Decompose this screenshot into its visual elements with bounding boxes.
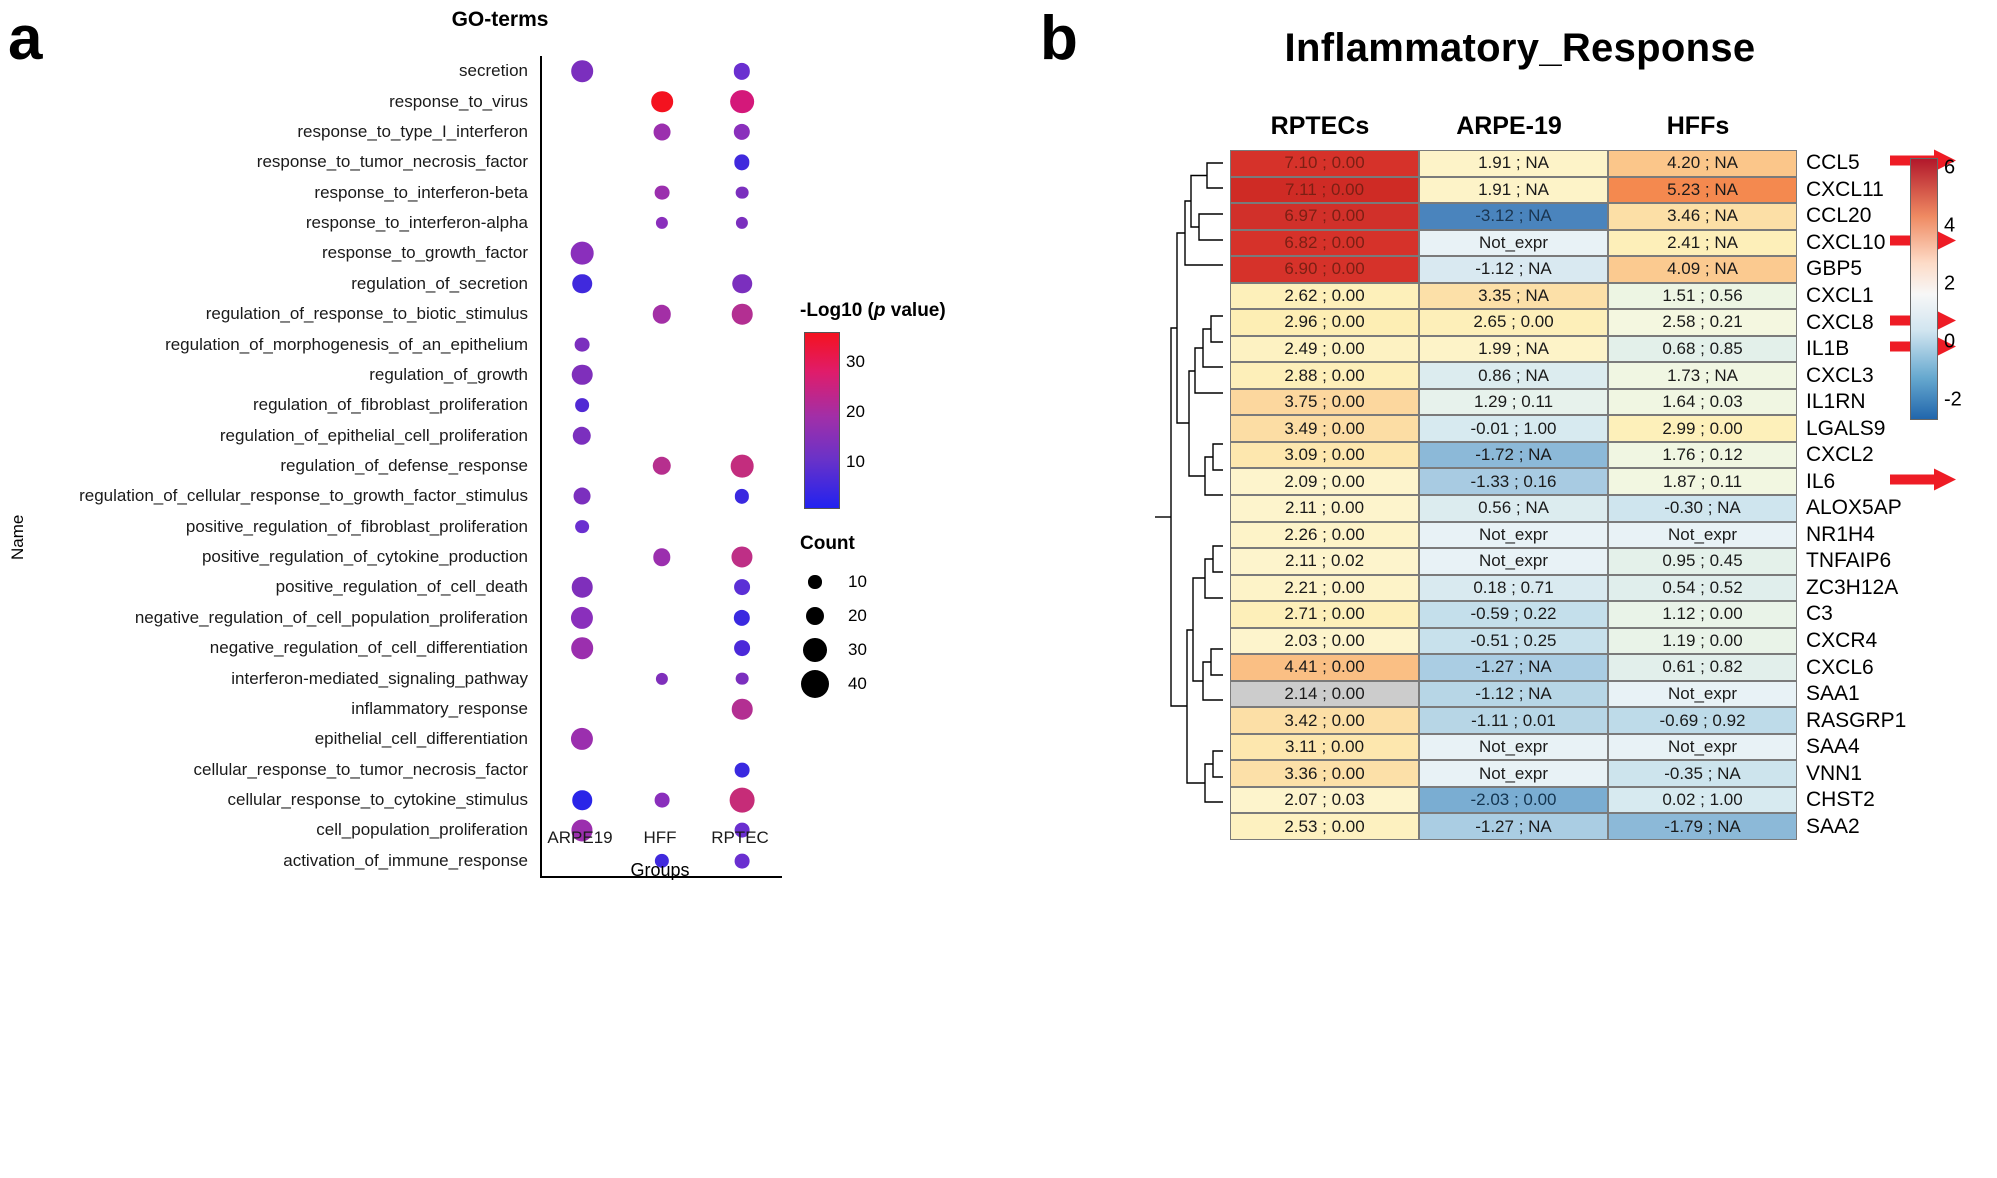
heatmap-cell: Not_expr [1419, 522, 1608, 549]
dotplot-x-label: ARPE19 [547, 828, 613, 847]
dotplot-point [732, 699, 753, 720]
heatmap-cell: 4.20 ; NA [1608, 150, 1797, 177]
heatmap-cell: 1.19 ; 0.00 [1608, 628, 1797, 655]
heatmap-cell: 1.29 ; 0.11 [1419, 389, 1608, 416]
dotplot-point [736, 186, 749, 199]
heatmap-cell: -3.12 ; NA [1419, 203, 1608, 230]
heatmap-cell: 0.68 ; 0.85 [1608, 336, 1797, 363]
dotplot-point [571, 728, 593, 750]
dotplot-point [731, 455, 754, 478]
dotplot-point [575, 520, 589, 534]
heatmap-cell: 2.58 ; 0.21 [1608, 309, 1797, 336]
heatmap-cell: 5.23 ; NA [1608, 177, 1797, 204]
heatmap-gene-label: ALOX5AP [1806, 496, 1902, 520]
heatmap-cell: Not_expr [1608, 522, 1797, 549]
heatmap-gene-label: CXCL1 [1806, 283, 1874, 307]
heatmap-cell: -1.33 ; 0.16 [1419, 468, 1608, 495]
dotplot-y-label: response_to_interferon-beta [314, 182, 528, 202]
heatmap-cell: 2.14 ; 0.00 [1230, 681, 1419, 708]
heatmap-gene-label: CXCR4 [1806, 628, 1878, 652]
heatmap-cell: 2.21 ; 0.00 [1230, 575, 1419, 602]
dotplot-point [571, 637, 593, 659]
heatmap-gene-label: SAA4 [1806, 735, 1860, 759]
dotplot-y-label: negative_regulation_of_cell_differentiation [209, 638, 528, 658]
dotplot-point [736, 217, 748, 229]
dotplot-y-label: regulation_of_fibroblast_proliferation [252, 395, 528, 415]
color-legend-gradient [804, 332, 840, 509]
heatmap-cell: 2.03 ; 0.00 [1230, 628, 1419, 655]
dotplot-y-label: regulation_of_growth [369, 364, 528, 384]
dotplot-y-label: cellular_response_to_tumor_necrosis_factor [193, 759, 528, 779]
heatmap-cell: Not_expr [1419, 734, 1608, 761]
dotplot-point [571, 607, 593, 629]
heatmap-cell: 2.07 ; 0.03 [1230, 787, 1419, 814]
dotplot-y-axis-title: Name [8, 514, 27, 560]
size-legend-label: 20 [847, 606, 867, 625]
heatmap-cell: 1.76 ; 0.12 [1608, 442, 1797, 469]
heatmap-column-headers [1230, 112, 1790, 146]
heatmap-gene-label: VNN1 [1806, 761, 1863, 785]
heatmap-colorbar-tick: 0 [1944, 330, 1956, 353]
dotplot-y-label: response_to_interferon-alpha [305, 213, 528, 233]
dotplot-point [730, 90, 754, 114]
heatmap-gene-label: SAA1 [1806, 682, 1860, 706]
heatmap-gene-label: GBP5 [1806, 257, 1863, 281]
heatmap-cell: 0.95 ; 0.45 [1608, 548, 1797, 575]
heatmap-gene-label: LGALS9 [1806, 416, 1886, 440]
dotplot-point [731, 547, 752, 568]
dotplot-y-label: positive_regulation_of_fibroblast_proliferation [185, 516, 528, 536]
heatmap-cell: 2.49 ; 0.00 [1230, 336, 1419, 363]
heatmap-cell: 2.88 ; 0.00 [1230, 362, 1419, 389]
heatmap-cell: 7.11 ; 0.00 [1230, 177, 1419, 204]
dotplot-y-label: secretion [459, 61, 528, 81]
heatmap-gene-label: ZC3H12A [1806, 575, 1899, 599]
dotplot-title: GO-terms [451, 8, 549, 31]
heatmap-cell: 6.90 ; 0.00 [1230, 256, 1419, 283]
dotplot-point [572, 274, 592, 294]
size-legend-dot [803, 638, 827, 662]
highlight-arrow-icon [1890, 468, 1956, 495]
heatmap-cell: 2.11 ; 0.02 [1230, 548, 1419, 575]
heatmap-cell: 1.12 ; 0.00 [1608, 601, 1797, 628]
heatmap-gene-label: CCL5 [1806, 151, 1860, 175]
dotplot-y-label: activation_of_immune_response [283, 850, 528, 870]
heatmap-gene-label: IL6 [1806, 469, 1836, 493]
heatmap-cell: 3.75 ; 0.00 [1230, 389, 1419, 416]
dotplot-point [655, 793, 670, 808]
dotplot-point [734, 63, 750, 79]
dotplot-point [653, 305, 671, 323]
dotplot-point [653, 548, 670, 565]
size-legend-label: 30 [847, 640, 867, 659]
heatmap-cell: 3.46 ; NA [1608, 203, 1797, 230]
size-legend-dot [806, 607, 824, 625]
heatmap-colorbar-tick: 2 [1944, 272, 1956, 295]
heatmap-cell: 4.41 ; 0.00 [1230, 654, 1419, 681]
dotplot-point [573, 426, 591, 444]
heatmap-gene-label: CXCL6 [1806, 655, 1874, 679]
dotplot-plot-area [540, 56, 782, 878]
heatmap-cell: 3.36 ; 0.00 [1230, 760, 1419, 787]
heatmap-cell: 3.11 ; 0.00 [1230, 734, 1419, 761]
dotplot-point [735, 489, 749, 503]
heatmap-cell: -0.59 ; 0.22 [1419, 601, 1608, 628]
heatmap-gene-label: IL1B [1806, 337, 1850, 361]
heatmap-cell: -0.01 ; 1.00 [1419, 415, 1608, 442]
size-legend-rows [800, 565, 1000, 701]
color-legend-title-text: -Log10 ( [800, 300, 874, 321]
dotplot-y-label: regulation_of_epithelial_cell_proliferation [219, 425, 528, 445]
dotplot-y-label: response_to_virus [389, 91, 528, 111]
size-legend-label: 10 [847, 572, 867, 591]
dotplot-y-label: response_to_growth_factor [321, 243, 528, 263]
dotplot-y-label: cell_population_proliferation [316, 820, 528, 840]
heatmap-grid [1230, 150, 1797, 840]
heatmap-cell: 7.10 ; 0.00 [1230, 150, 1419, 177]
dotplot-point [574, 488, 591, 505]
heatmap-cell: 0.18 ; 0.71 [1419, 575, 1608, 602]
heatmap-colorbar [1910, 158, 1938, 420]
heatmap-cell: 3.09 ; 0.00 [1230, 442, 1419, 469]
heatmap-cell: 2.26 ; 0.00 [1230, 522, 1419, 549]
dotplot-point [730, 788, 755, 813]
heatmap-cell: 1.91 ; NA [1419, 150, 1608, 177]
heatmap-cell: -1.12 ; NA [1419, 256, 1608, 283]
dotplot-point [575, 337, 590, 352]
heatmap-gene-label: CHST2 [1806, 788, 1875, 812]
dotplot-y-label: response_to_tumor_necrosis_factor [256, 152, 528, 172]
heatmap-cell: 2.99 ; 0.00 [1608, 415, 1797, 442]
heatmap-cell: 1.51 ; 0.56 [1608, 283, 1797, 310]
dotplot-y-label: response_to_type_I_interferon [297, 121, 528, 141]
heatmap-gene-label: IL1RN [1806, 390, 1866, 414]
dotplot-point [655, 185, 670, 200]
heatmap-cell: 0.56 ; NA [1419, 495, 1608, 522]
dotplot-y-label: regulation_of_cellular_response_to_growth_factor_stimulus [79, 486, 528, 506]
size-legend-label: 40 [847, 674, 867, 693]
heatmap-cell: 2.71 ; 0.00 [1230, 601, 1419, 628]
dotplot-y-label: inflammatory_response [351, 698, 528, 718]
heatmap-cell: -1.72 ; NA [1419, 442, 1608, 469]
heatmap-cell: -0.51 ; 0.25 [1419, 628, 1608, 655]
heatmap-cell: 3.49 ; 0.00 [1230, 415, 1419, 442]
heatmap-cell: 6.82 ; 0.00 [1230, 230, 1419, 257]
heatmap-column-header: ARPE-19 [1456, 112, 1562, 140]
dotplot-y-label: interferon-mediated_signaling_pathway [231, 668, 528, 688]
dotplot-point [656, 672, 668, 684]
heatmap-cell: 2.11 ; 0.00 [1230, 495, 1419, 522]
size-legend-dot [808, 575, 821, 588]
dotplot-point [734, 580, 750, 596]
heatmap-cell: 4.09 ; NA [1608, 256, 1797, 283]
heatmap-colorbar-tick: 6 [1944, 156, 1956, 179]
dotplot-y-label: cellular_response_to_cytokine_stimulus [227, 790, 528, 810]
dotplot-point [734, 155, 749, 170]
heatmap-cell: Not_expr [1608, 681, 1797, 708]
heatmap-cell: -0.30 ; NA [1608, 495, 1797, 522]
heatmap-cell: Not_expr [1419, 230, 1608, 257]
dotplot-point [571, 242, 594, 265]
heatmap-cell: -2.03 ; 0.00 [1419, 787, 1608, 814]
dotplot-point [734, 124, 750, 140]
dotplot-point [735, 762, 750, 777]
heatmap-gene-label: TNFAIP6 [1806, 549, 1892, 573]
heatmap-cell: 2.65 ; 0.00 [1419, 309, 1608, 336]
heatmap-cell: -1.12 ; NA [1419, 681, 1608, 708]
color-legend-tick: 20 [846, 402, 865, 421]
heatmap-cell: 2.53 ; 0.00 [1230, 813, 1419, 840]
size-legend-dot [801, 670, 830, 699]
dotplot-point [654, 123, 671, 140]
color-legend [800, 332, 980, 507]
dotplot-point [571, 60, 593, 82]
color-legend-tick: 10 [846, 452, 865, 471]
heatmap-gene-label: SAA2 [1806, 814, 1860, 838]
heatmap-cell: 6.97 ; 0.00 [1230, 203, 1419, 230]
panel-a-letter: a [8, 4, 43, 73]
heatmap-cell: -1.11 ; 0.01 [1419, 707, 1608, 734]
dotplot-y-label: regulation_of_defense_response [280, 456, 528, 475]
dotplot-y-label: epithelial_cell_differentiation [314, 729, 528, 749]
dotplot-point [575, 398, 589, 412]
heatmap-gene-label: CXCL2 [1806, 443, 1874, 467]
heatmap-cell: 2.62 ; 0.00 [1230, 283, 1419, 310]
color-legend-tick: 30 [846, 352, 865, 371]
size-legend-row [800, 599, 1000, 633]
dotplot-y-label: positive_regulation_of_cytokine_production [201, 547, 528, 567]
heatmap-column-header: HFFs [1666, 112, 1730, 140]
dotplot-point [734, 610, 750, 626]
color-legend-title: -Log10 (p value) [800, 300, 946, 321]
heatmap-title: Inflammatory_Response [1284, 26, 1756, 70]
dotplot-point [653, 457, 671, 475]
heatmap-gene-label: CXCL10 [1806, 230, 1886, 254]
heatmap-cell: 1.91 ; NA [1419, 177, 1608, 204]
heatmap-cell: Not_expr [1419, 548, 1608, 575]
dotplot-point [732, 274, 752, 294]
dotplot-y-tick-labels [0, 56, 528, 876]
dotplot-x-axis-title: Groups [630, 860, 690, 880]
heatmap-gene-label: CXCL11 [1806, 177, 1884, 201]
dotplot-point [736, 672, 749, 685]
dotplot-point [734, 640, 750, 656]
heatmap-colorbar-tick: -2 [1944, 388, 1962, 411]
dotplot-point [572, 365, 593, 386]
heatmap-gene-label: CCL20 [1806, 204, 1872, 228]
heatmap-cell: Not_expr [1419, 760, 1608, 787]
heatmap-column-header: RPTECs [1270, 112, 1370, 140]
heatmap-gene-label: NR1H4 [1806, 522, 1875, 546]
heatmap-cell: 2.96 ; 0.00 [1230, 309, 1419, 336]
heatmap-cell: 0.54 ; 0.52 [1608, 575, 1797, 602]
dotplot-point [572, 790, 592, 810]
heatmap-cell: 0.86 ; NA [1419, 362, 1608, 389]
heatmap-gene-label: RASGRP1 [1806, 708, 1907, 732]
heatmap-cell: -1.27 ; NA [1419, 813, 1608, 840]
heatmap-cell: 1.99 ; NA [1419, 336, 1608, 363]
heatmap-cell: 3.42 ; 0.00 [1230, 707, 1419, 734]
dotplot-x-label: HFF [643, 828, 677, 847]
heatmap-cell: 1.73 ; NA [1608, 362, 1797, 389]
heatmap-cell: -0.35 ; NA [1608, 760, 1797, 787]
dotplot-y-label: regulation_of_morphogenesis_of_an_epithelium [165, 334, 528, 354]
heatmap-gene-label: CXCL8 [1806, 310, 1874, 334]
dotplot-y-label: negative_regulation_of_cell_population_proliferation [134, 607, 528, 627]
heatmap-cell: 2.09 ; 0.00 [1230, 468, 1419, 495]
dendrogram [1115, 150, 1223, 840]
dotplot-point [732, 304, 753, 325]
heatmap-cell: -0.69 ; 0.92 [1608, 707, 1797, 734]
dotplot-point [572, 577, 593, 598]
heatmap-cell: Not_expr [1608, 734, 1797, 761]
heatmap-cell: 0.61 ; 0.82 [1608, 654, 1797, 681]
dotplot-legend [800, 300, 1000, 701]
heatmap-colorbar-tick: 4 [1944, 214, 1956, 237]
size-legend-row [800, 565, 1000, 599]
size-legend-title: Count [800, 533, 855, 554]
dotplot-y-label: regulation_of_response_to_biotic_stimulus [205, 304, 528, 324]
heatmap-cell: 1.87 ; 0.11 [1608, 468, 1797, 495]
dotplot-y-label: positive_regulation_of_cell_death [275, 577, 528, 597]
heatmap-gene-label: CXCL3 [1806, 363, 1874, 387]
heatmap-cell: 3.35 ; NA [1419, 283, 1608, 310]
dotplot-point [651, 91, 673, 113]
size-legend-row [800, 667, 1000, 701]
dotplot-y-label: regulation_of_secretion [351, 273, 528, 293]
heatmap-cell: 1.64 ; 0.03 [1608, 389, 1797, 416]
heatmap-cell: 2.41 ; NA [1608, 230, 1797, 257]
size-legend [800, 533, 1000, 701]
dotplot-x-label: RPTEC [711, 828, 769, 847]
size-legend-row [800, 633, 1000, 667]
heatmap-cell: 0.02 ; 1.00 [1608, 787, 1797, 814]
heatmap-gene-label: C3 [1806, 602, 1833, 626]
dotplot-point [656, 217, 668, 229]
heatmap-cell: -1.79 ; NA [1608, 813, 1797, 840]
heatmap-cell: -1.27 ; NA [1419, 654, 1608, 681]
panel-b-letter: b [1040, 4, 1078, 73]
